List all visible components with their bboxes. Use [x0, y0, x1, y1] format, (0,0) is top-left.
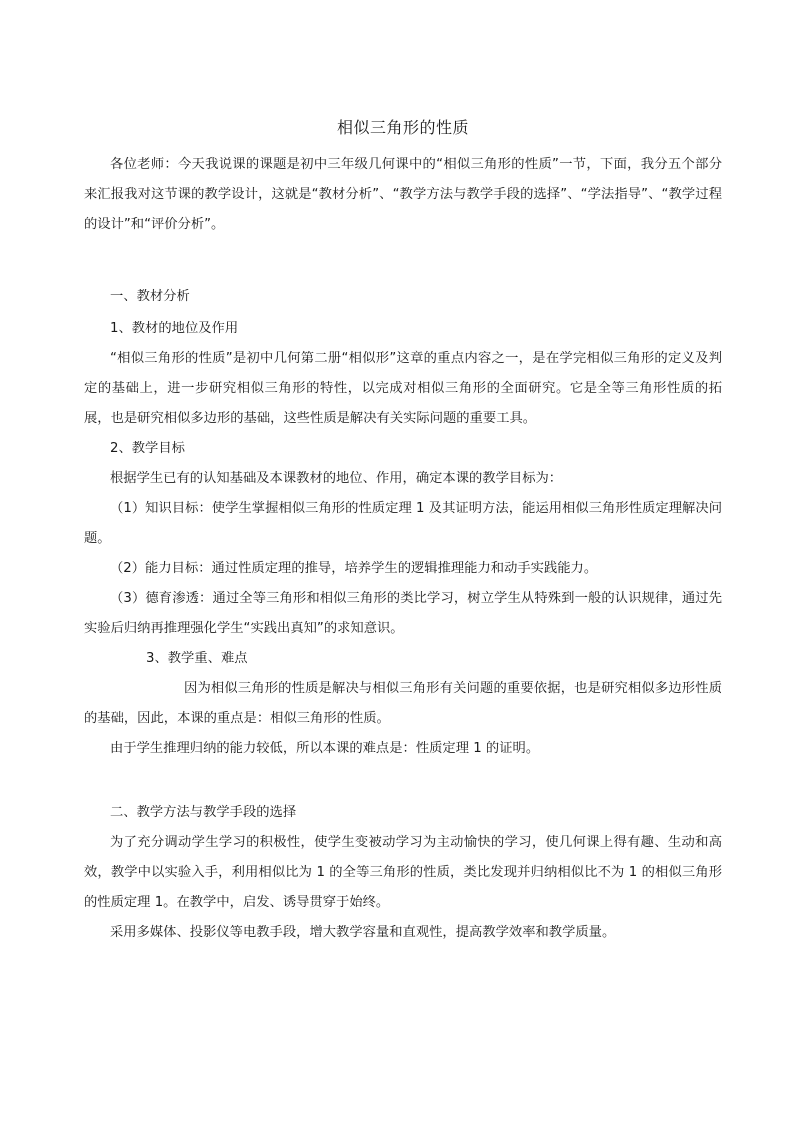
subheading-key-difficult-points: 3、教学重、难点 — [146, 651, 248, 666]
paragraph-methods-1: 为了充分调动学生学习的积极性，使学生变被动学习为主动愉快的学习，使几何课上得有趣、生动和高效，教学中以实验入手，利用相似比为 1 的全等三角形的性质，类比发现并归纳相似比不为 1 的相似三角形的性质定理 1。在教学中，启发、诱导贯穿于始终。 — [84, 835, 722, 910]
document-body — [84, 116, 722, 948]
document-title: 相似三角形的性质 — [336, 118, 469, 137]
section-heading-textbook-analysis: 一、教材分析 — [110, 289, 190, 304]
subheading-status-role: 1、教材的地位及作用 — [110, 321, 239, 336]
paragraph-status-role: “相似三角形的性质”是初中几何第二册“相似形”这章的重点内容之一，是在学完相似三角形的定义及判定的基础上，进一步研究相似三角形的特性，以完成对相似三角形的全面研究。它是全等三角形性质的拓展，也是研究相似多边形的基础，这些性质是解决有关实际问题的重要工具。 — [84, 351, 722, 426]
goal-knowledge: （1）知识目标：使学生掌握相似三角形的性质定理 1 及其证明方法，能运用相似三角形性质定理解决问题。 — [84, 501, 722, 546]
intro-paragraph: 各位老师：今天我说课的课题是初中三年级几何课中的“相似三角形的性质”一节，下面，我分五个部分来汇报我对这节课的教学设计，这就是“教材分析”、“教学方法与教学手段的选择”、“学法指导”、“教学过程的设计”和“评价分析”。 — [84, 157, 722, 232]
paragraph-difficult-point: 由于学生推理归纳的能力较低，所以本课的难点是：性质定理 1 的证明。 — [110, 741, 540, 756]
goal-ability: （2）能力目标：通过性质定理的推导，培养学生的逻辑推理能力和动手实践能力。 — [110, 561, 598, 576]
section-heading-methods: 二、教学方法与教学手段的选择 — [110, 805, 297, 820]
paragraph-key-point: 因为相似三角形的性质是解决与相似三角形有关问题的重要依据，也是研究相似多边形性质的基础，因此，本课的重点是：相似三角形的性质。 — [84, 681, 722, 726]
subheading-teaching-goals: 2、教学目标 — [110, 441, 185, 456]
goal-moral: （3）德育渗透：通过全等三角形和相似三角形的类比学习，树立学生从特殊到一般的认识规律，通过先实验后归纳再推理强化学生“实践出真知”的求知意识。 — [84, 591, 722, 636]
paragraph-goals-lead: 根据学生已有的认知基础及本课教材的地位、作用，确定本课的教学目标为： — [110, 471, 563, 486]
paragraph-methods-2: 采用多媒体、投影仪等电教手段，增大教学容量和直观性，提高教学效率和教学质量。 — [110, 925, 616, 940]
